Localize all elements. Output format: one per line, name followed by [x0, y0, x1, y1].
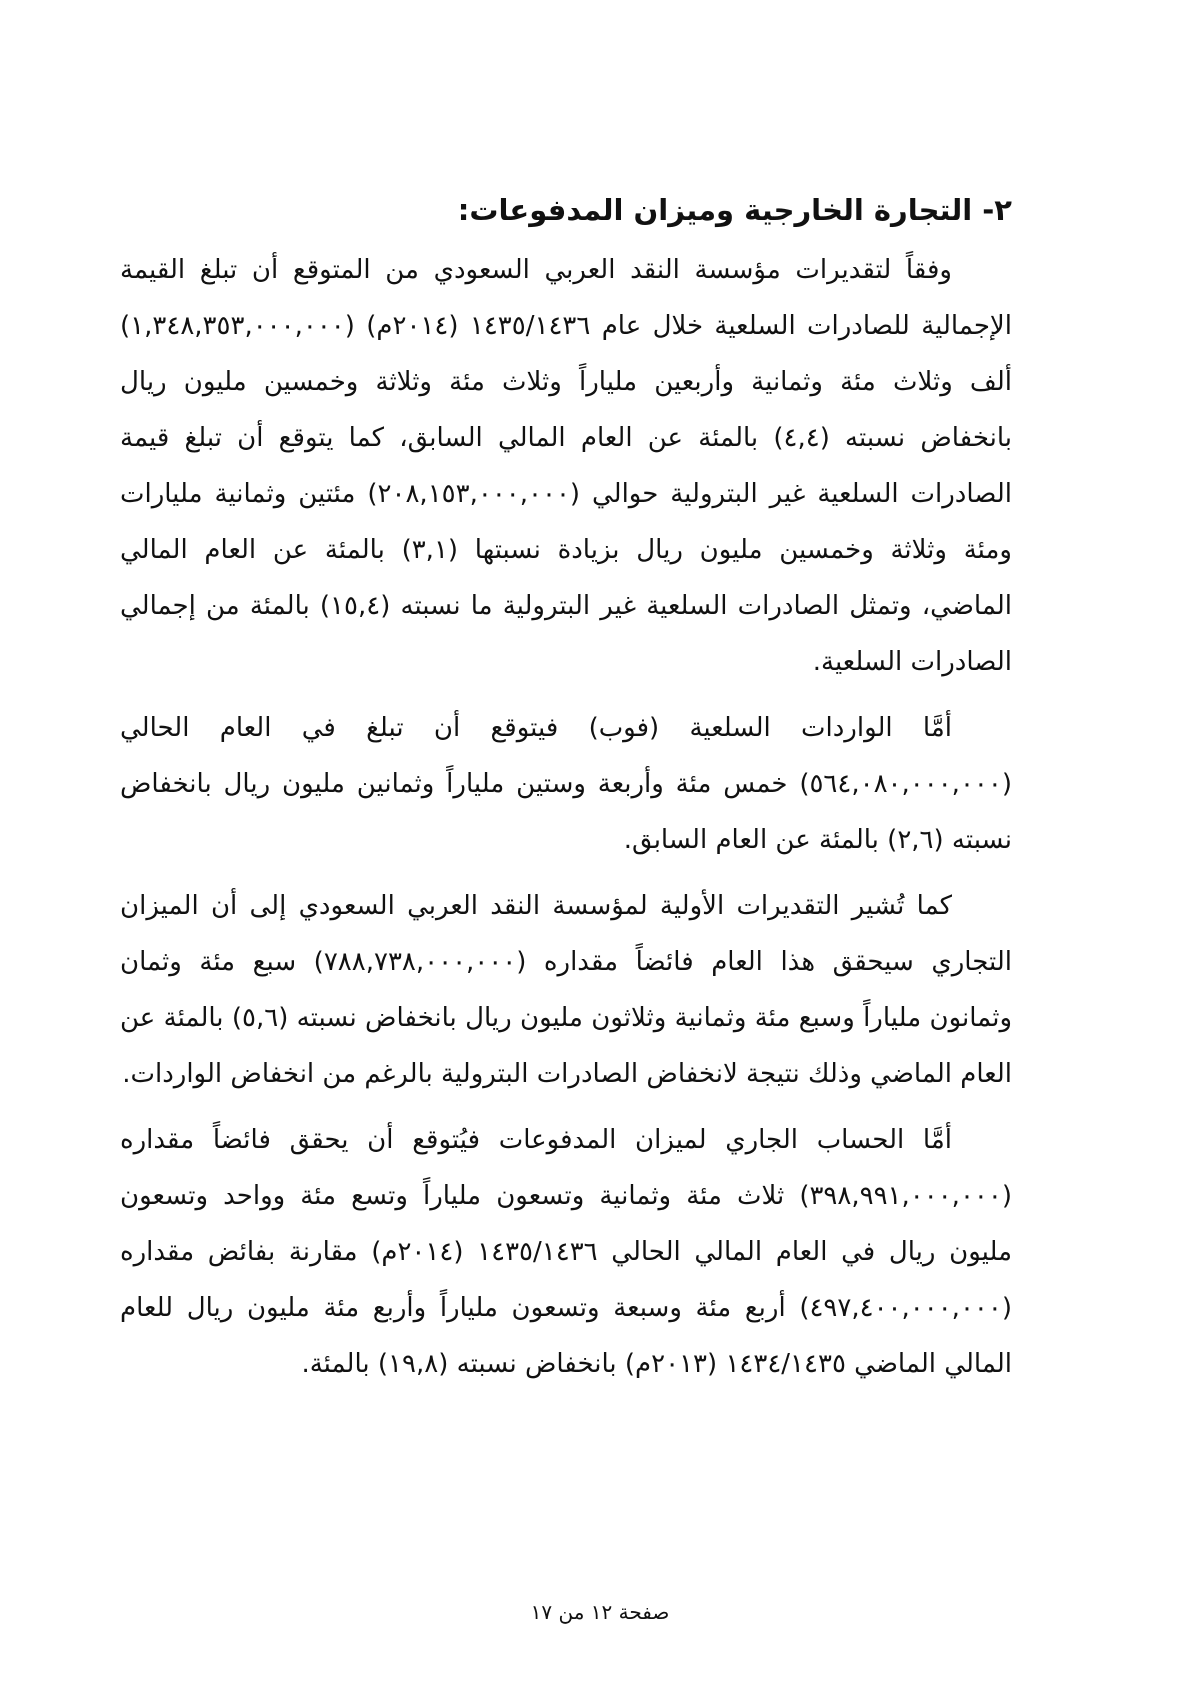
paragraph-trade-balance: كما تُشير التقديرات الأولية لمؤسسة النقد العربي السعودي إلى أن الميزان التجاري سيحقق هذا العام فائضاً مقداره (٧٨٨,٧٣٨,٠٠٠,٠٠٠) سبع مئة وثمان وثمانون ملياراً وسبع مئة وثمانية وثلاثون مليون ريال بانخفاض نسبته (٥,٦) بالمئة عن العام الماضي وذلك نتيجة لانخفاض الصادرات البترولية بالرغم من انخفاض الواردات.: [120, 891, 1012, 1089]
section-heading: ٢- التجارة الخارجية وميزان المدفوعات:: [457, 193, 1012, 227]
paragraph-current-account: أمَّا الحساب الجاري لميزان المدفوعات فيُتوقع أن يحقق فائضاً مقداره (٣٩٨,٩٩١,٠٠٠,٠٠٠) ثلاث مئة وثمانية وتسعون ملياراً وتسع مئة وواحد وتسعون مليون ريال في العام المالي الحالي ١٤٣٥/١٤٣٦ (٢٠١٤م) مقارنة بفائض مقداره (٤٩٧,٤٠٠,٠٠٠,٠٠٠) أربع مئة وسبعة وتسعون ملياراً وأربع مئة مليون ريال للعام المالي الماضي ١٤٣٤/١٤٣٥ (٢٠١٣م) بانخفاض نسبته (١٩,٨) بالمئة.: [120, 1125, 1012, 1379]
paragraph-imports: أمَّا الواردات السلعية (فوب) فيتوقع أن تبلغ في العام الحالي (٥٦٤,٠٨٠,٠٠٠,٠٠٠) خمس مئة وأربعة وستين ملياراً وثمانين مليون ريال بانخفاض نسبته (٢,٦) بالمئة عن العام السابق.: [120, 713, 1012, 855]
document-page: [120, 190, 1012, 1398]
paragraph-exports: وفقاً لتقديرات مؤسسة النقد العربي السعودي من المتوقع أن تبلغ القيمة الإجمالية للصادرات السلعية خلال عام ١٤٣٥/١٤٣٦ (٢٠١٤م) (١,٣٤٨,٣٥٣,٠٠٠,٠٠٠) ألف وثلاث مئة وثمانية وأربعين ملياراً وثلاث مئة وثلاثة وخمسين مليون ريال بانخفاض نسبته (٤,٤) بالمئة عن العام المالي السابق، كما يتوقع أن تبلغ قيمة الصادرات السلعية غير البترولية حوالي (٢٠٨,١٥٣,٠٠٠,٠٠٠) مئتين وثمانية مليارات ومئة وثلاثة وخمسين مليون ريال بزيادة نسبتها (٣,١) بالمئة عن العام المالي الماضي، وتمثل الصادرات السلعية غير البترولية ما نسبته (١٥,٤) بالمئة من إجمالي الصادرات السلعية.: [120, 255, 1013, 677]
page-number-footer: صفحة ١٢ من ١٧: [530, 1600, 670, 1624]
